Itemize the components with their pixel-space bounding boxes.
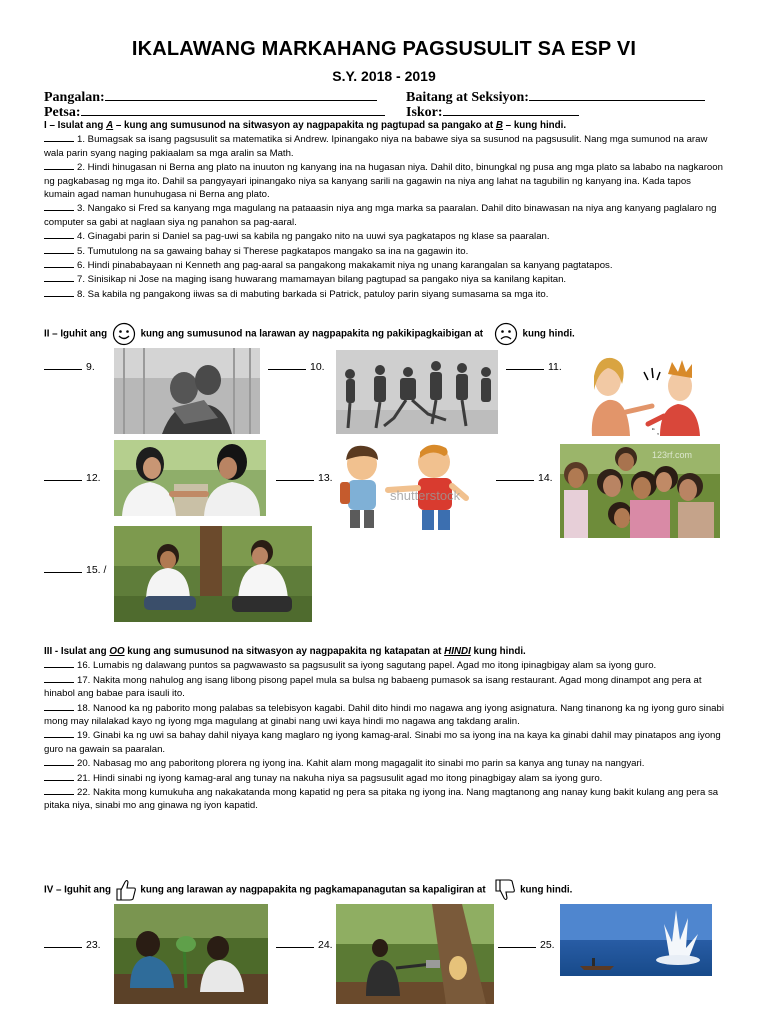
grade-section-label: Baitang at Seksiyon: [406,90,529,105]
part4-heading: IV – Iguhit ang kung ang larawan ay nagpapakita ng pagkamapanagutan sa kapaligiran at kung hindi. [44,878,572,902]
smiley-icon [112,322,136,346]
item-13[interactable]: 13. [276,470,333,484]
answer-blank[interactable] [44,562,82,573]
answer-blank[interactable] [496,470,534,481]
item-11[interactable]: 11. [506,359,562,373]
part3-item: 22. Nakita mong kumukuha ang nakakatanda mong kapatid ng pera sa pitaka ng iyong ina. Nang magtanong ang nanay kung bakit kulang ang pera sa pitaka niya, sinabi mo ang ginawa ng iyon kapatid. [44,787,719,812]
name-label: Pangalan: [44,90,105,105]
part3-heading: III - Isulat ang OO kung ang sumusunod na sitwasyon ay nagpapakita ng katapatan at HINDI kung hindi. [44,646,526,657]
item-23[interactable]: 23. [44,937,101,951]
item-12[interactable]: 12. [44,470,101,484]
answer-blank[interactable] [44,229,74,239]
item-10[interactable]: 10. [268,359,325,373]
svg-text:shutterstock: shutterstock [390,488,461,503]
item-9[interactable]: 9. [44,359,95,373]
thumbs-down-icon [494,878,516,902]
answer-blank[interactable] [44,658,74,668]
part3 [44,645,724,813]
part3-item: 20. Nabasag mo ang paboritong plorera ng iyong ina. Kahit alam mong magagalit ito sinabi mo parin sa kanya ang tunay na nangyari. [44,756,724,770]
part1-item: 3. Nangako si Fred sa kanyang mga magulang na pataaasin niya ang mga marka sa paaralan. Dahil dito binawasan na niya ang kanyang paglalaro ng computer sa gabi at naglaan siya ng panahon sa pag-aaral. [44,203,717,228]
score-label: Iskor: [406,105,443,120]
photo-girls-handshake [114,440,266,516]
part1-item: 6. Hindi pinababayaan ni Kenneth ang pag-aaral sa pangakong makakamit niya ng unang karangalan sa kanyang pagtatapos. [44,258,724,272]
answer-blank[interactable] [44,701,74,711]
frowny-icon [494,322,518,346]
part1-item: 4. Ginagabi parin si Daniel sa pag-uwi sa kabila ng pangako nito na uuwi sya pagkatapos ng klase sa paaralan. [44,229,724,243]
part3-item: 21. Hindi sinabi ng iyong kamag-aral ang tunay na nakuha niya sa pagsusulit agad mo itong pinagbigay alam sa iyong guro. [44,771,724,785]
answer-blank[interactable] [506,359,544,370]
answer-blank[interactable] [44,287,74,297]
part1-heading: I – Isulat ang A – kung ang sumusunod na sitwasyon ay nagpapakita ng pagtupad sa pangako at B – kung hindi. [44,120,567,131]
photo-group-children [560,444,720,538]
answer-blank[interactable] [44,937,82,948]
answer-blank[interactable] [44,673,74,683]
part3-item: 19. Ginabi ka ng uwi sa bahay dahil niyaya kang maglaro ng iyong kamag-aral. Sinabi mo sa iyong ina na kaya ka ginabi dahil may pinatapos ang iyong guro na gawain sa paaralan. [44,730,721,755]
answer-blank[interactable] [44,359,82,370]
item-15[interactable]: 15. / [44,562,106,576]
answer-blank[interactable] [498,937,536,948]
answer-blank[interactable] [44,244,74,254]
part1-item: 5. Tumutulong na sa gawaing bahay si Therese pagkatapos mangako sa ina na gagawin ito. [44,244,724,258]
answer-blank[interactable] [44,728,74,738]
answer-blank[interactable] [44,160,74,170]
date-label: Petsa: [44,105,81,120]
answer-blank[interactable] [268,359,306,370]
illustration-bullying [336,440,482,538]
photo-kids-dancing-bw [336,350,498,434]
svg-text:“ ,: “ , [652,427,660,436]
answer-blank[interactable] [44,272,74,282]
answer-blank[interactable] [44,771,74,781]
page-title: IKALAWANG MARKAHANG PAGSUSULIT SA ESP VI [131,38,637,60]
answer-blank[interactable] [276,937,314,948]
date-line[interactable] [81,103,385,116]
photo-boys-talking [114,526,312,622]
score-line[interactable] [443,103,579,116]
answer-blank[interactable] [44,756,74,766]
answer-blank[interactable] [44,785,74,795]
photo-tree-planting [114,904,268,1004]
item-14[interactable]: 14. [496,470,553,484]
answer-blank[interactable] [44,470,82,481]
answer-blank[interactable] [44,132,74,142]
part1-item: 2. Hindi hinugasan ni Berna ang plato na inuuton ng kanyang ina na hugasan niya. Dahil dito, binungkal ng pusa ang mga plato sa lababo na nagkaroon ng pagkabasag ng mga ito. Dahil sa pangyayari ipinangako niya sa kanyang sarili na gagawin na niya ang lahat na tagubilin ng kanyang ina. Kada tapos kumain agad naman hunuhugasa ni Berna ang plato. [44,162,723,201]
answer-blank[interactable] [44,258,74,268]
item-25[interactable]: 25. [498,937,555,951]
part1-item: 1. Bumagsak sa isang pagsusulit sa matematika si Andrew. Ipinangako niya na babawe siya sa susunod na pagsusulit. Nang mga sumunod na araw wala parin syang naging pakiaalam sa mga aralin sa Math. [44,134,708,159]
part3-item: 17. Nakita mong nahulog ang isang libong pisong papel mula sa bulsa ng babaeng pumasok sa isang restaurant. Agad mong dinampot ang pera at hinabol ang babae para isauli ito. [44,674,702,700]
thumbs-up-icon [115,878,137,902]
part1-item: 8. Sa kabila ng pangakong iiwas sa di mabuting barkada si Patrick, patuloy parin siyang sumasama sa mga ito. [44,287,724,301]
item-24[interactable]: 24. [276,937,333,951]
svg-text:123rf.com: 123rf.com [652,450,693,460]
answer-blank[interactable] [276,470,314,481]
illustration-arguing [582,350,706,436]
grade-section-line[interactable] [529,88,705,101]
part2-heading: II – Iguhit ang kung ang sumusunod na larawan ay nagpapakita ng pakikipagkaibigan at kung hindi. [44,322,575,346]
photo-friends-bw [114,348,260,434]
part3-item: 18. Nanood ka ng paborito mong palabas sa telebisyon kagabi. Dahil dito hindi mo nagawa ang iyong asignatura. Nang tinanong ka ng iyong guro sinabi mong may nilalakad kayo ng iyong mga magulang at ginabi nang uwi kaya hindi mo nagawa ang takdang aralin. [44,702,724,728]
part1 [44,119,724,301]
school-year: S.Y. 2018 - 2019 [332,68,436,84]
photo-dynamite-fishing [560,904,712,976]
part3-item: 16. Lumabis ng dalawang puntos sa pagwawasto sa pagsusulit sa iyong sagutang papel. Agad mo itong ipinagbigay alam sa iyong guro. [44,658,724,672]
photo-tree-cutting [336,904,494,1004]
name-line[interactable] [105,88,377,101]
answer-blank[interactable] [44,201,74,211]
part1-item: 7. Sinisikap ni Jose na maging isang huwarang mamamayan bilang pagtupad sa pangako niya sa kanilang kapitan. [44,272,724,286]
